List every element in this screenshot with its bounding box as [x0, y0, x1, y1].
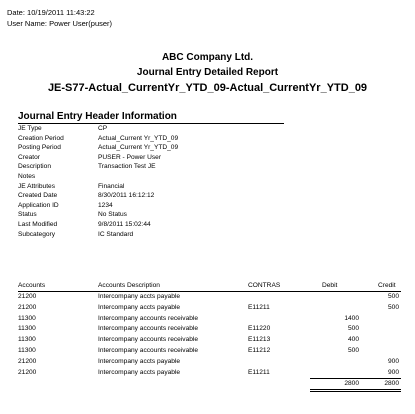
contra: E11211 — [248, 368, 270, 376]
table-row — [18, 346, 401, 357]
header-field-label: Subcategory — [18, 230, 56, 238]
table-row — [18, 314, 401, 325]
account-number: 21200 — [18, 303, 37, 311]
contra: E11212 — [248, 346, 271, 354]
header-field-row — [18, 182, 178, 192]
account-number: 21200 — [18, 368, 37, 376]
account-description: Intercompany accounts receivable — [98, 336, 199, 344]
totals-row — [18, 379, 401, 391]
account-description: Intercompany accts payable — [98, 293, 181, 300]
header-field-value: 1234 — [98, 201, 113, 209]
header-field-row — [18, 153, 178, 163]
contra — [248, 314, 310, 325]
account-number: 11300 — [18, 314, 36, 322]
accounts-header-row — [18, 281, 401, 292]
header-field-row — [18, 124, 178, 134]
header-field-label: Creator — [18, 153, 40, 161]
credit-amount: 900 — [387, 357, 399, 365]
table-row — [18, 303, 401, 314]
debit-amount — [310, 303, 364, 314]
header-field-value: Actual_Current Yr_YTD_09 — [98, 134, 179, 142]
header-field-row — [18, 143, 178, 153]
account-description: Intercompany accounts receivable — [98, 314, 199, 322]
col-debit: Debit — [310, 281, 364, 292]
header-field-row — [18, 162, 178, 172]
header-field-row — [18, 134, 178, 144]
company-name: ABC Company Ltd. — [161, 52, 254, 63]
debit-amount — [310, 292, 364, 303]
debit-amount — [310, 368, 364, 379]
account-number: 21200 — [18, 293, 37, 300]
header-field-label: Application ID — [18, 201, 59, 209]
header-field-label: Created Date — [18, 192, 58, 200]
header-field-value: Financial — [98, 182, 125, 190]
account-description: Intercompany accounts receivable — [98, 346, 199, 354]
header-field-row — [18, 191, 178, 201]
header-field-label: Notes — [18, 172, 36, 180]
account-number: 11300 — [18, 346, 36, 354]
account-description: Intercompany accts payable — [98, 357, 181, 365]
contra — [248, 357, 310, 368]
header-field-label: Description — [18, 163, 51, 171]
header-field-value: Actual_Current Yr_YTD_09 — [98, 144, 179, 152]
credit-amount — [364, 335, 401, 346]
col-contras: CONTRAS — [248, 281, 310, 292]
debit-amount: 500 — [347, 346, 359, 354]
table-row — [18, 357, 401, 368]
header-field-label: Posting Period — [18, 144, 61, 152]
credit-amount: 500 — [387, 293, 399, 300]
table-row — [18, 335, 401, 346]
table-row — [18, 368, 401, 379]
contra: E11213 — [248, 336, 271, 344]
contra: E11211 — [248, 303, 270, 311]
debit-amount: 400 — [347, 336, 359, 344]
account-description: Intercompany accts payable — [98, 368, 181, 376]
header-field-row — [18, 220, 178, 230]
report-meta — [7, 7, 112, 29]
header-field-row — [18, 201, 178, 211]
contra: E11220 — [248, 325, 271, 333]
total-debit: 2800 — [310, 379, 364, 391]
account-description: Intercompany accounts receivable — [98, 325, 199, 333]
table-row — [18, 324, 401, 335]
header-field-row — [18, 210, 178, 220]
header-field-label: Last Modified — [18, 220, 58, 228]
debit-amount: 1400 — [344, 314, 359, 322]
header-field-row — [18, 230, 178, 240]
credit-amount: 900 — [387, 368, 399, 376]
journal-entry-id: JE-S77-Actual_CurrentYr_YTD_09-Actual_CurrentYr_YTD_09 — [47, 82, 368, 94]
report-user: User Name: Power User(puser) — [7, 19, 113, 28]
account-description: Intercompany accts payable — [98, 303, 181, 311]
debit-amount — [310, 357, 364, 368]
header-field-value: IC Standard — [98, 230, 134, 238]
header-field-label: JE Attributes — [18, 182, 56, 190]
report-date: Date: 10/19/2011 11:43:22 — [7, 8, 95, 17]
contra — [248, 292, 310, 303]
header-field-value: 8/30/2011 16:12:12 — [98, 192, 155, 200]
header-section-title: Journal Entry Header Information — [18, 110, 284, 124]
header-field-label: Creation Period — [18, 134, 64, 142]
credit-amount — [364, 346, 401, 357]
header-field-value: No Status — [98, 211, 127, 219]
credit-amount — [364, 314, 401, 325]
header-info-table — [18, 124, 178, 239]
col-accounts: Accounts — [18, 281, 98, 292]
header-field-value — [98, 172, 178, 182]
header-field-value: 9/8/2011 15:02:44 — [98, 220, 151, 228]
header-field-label: Status — [18, 211, 37, 219]
header-field-value: PUSER - Power User — [98, 153, 162, 161]
account-number: 11300 — [18, 325, 36, 333]
header-field-label: JE Type — [18, 125, 42, 132]
col-credit: Credit — [364, 281, 401, 292]
total-credit: 2800 — [364, 379, 401, 391]
col-description: Accounts Description — [98, 281, 248, 292]
header-field-value: Transaction Test JE — [98, 163, 156, 171]
credit-amount: 500 — [387, 303, 399, 311]
credit-amount — [364, 324, 401, 335]
report-titles — [0, 50, 415, 96]
accounts-table — [18, 281, 401, 392]
debit-amount: 500 — [347, 325, 359, 333]
account-number: 21200 — [18, 357, 37, 365]
report-title: Journal Entry Detailed Report — [136, 67, 279, 78]
table-row — [18, 292, 401, 303]
header-field-value: CP — [98, 125, 108, 132]
account-number: 11300 — [18, 336, 36, 344]
header-field-row — [18, 172, 178, 182]
